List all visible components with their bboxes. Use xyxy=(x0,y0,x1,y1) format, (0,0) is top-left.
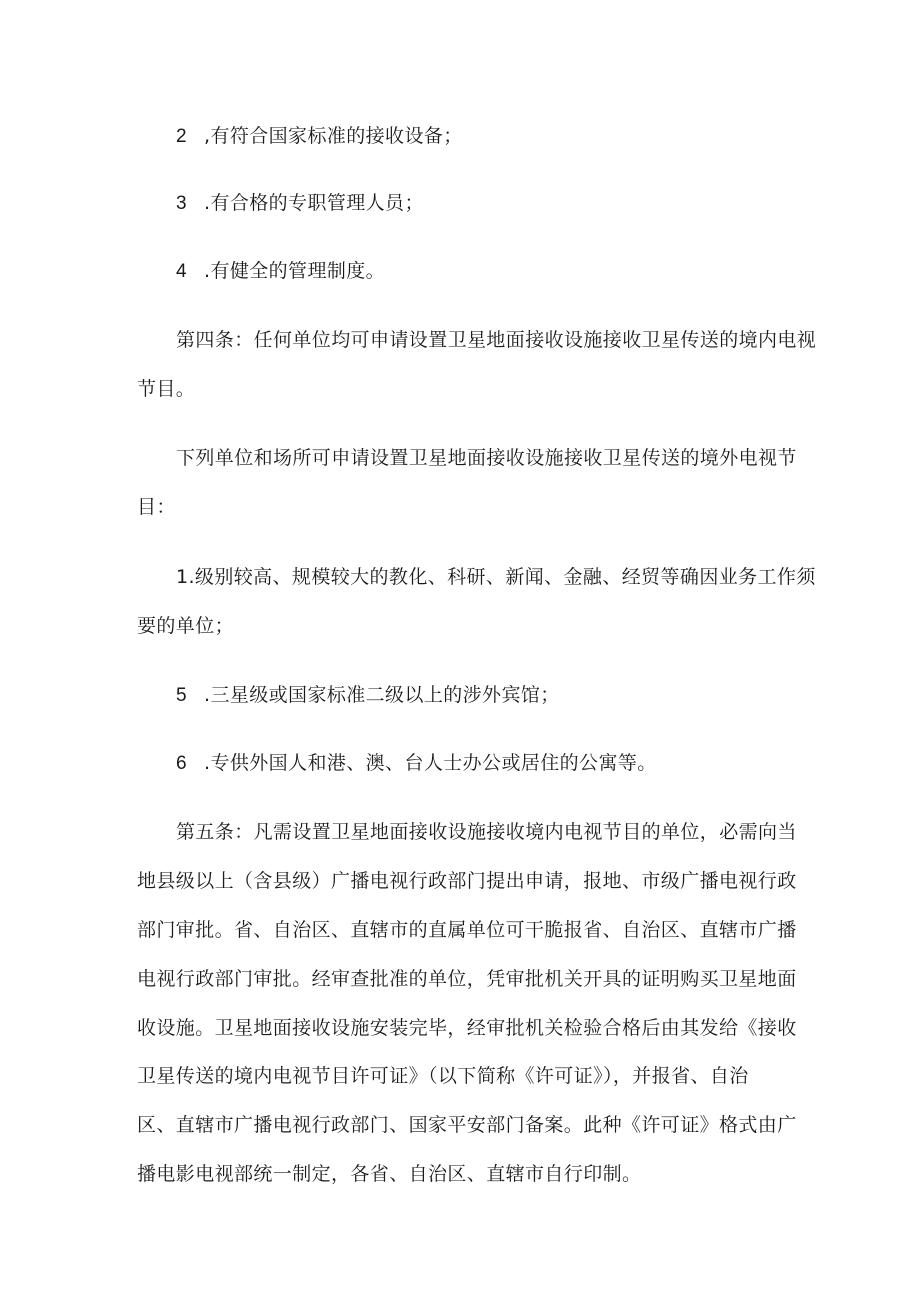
item-1-line-2: 要的单位； xyxy=(137,615,235,637)
article-5-line: 电视行政部门审批。经审查批准的单位，凭审批机关开具的证明购买卫星地面 xyxy=(137,968,797,990)
item-3 xyxy=(176,191,424,216)
item-text: .有合格的专职管理人员； xyxy=(204,192,424,214)
article-5-line: 收设施。卫星地面接收设施安装完毕，经审批机关检验合格后由其发给《接收 xyxy=(137,1017,797,1039)
article-4-line-1: 第四条：任何单位均可申请设置卫星地面接收设施接收卫星传送的境内电视 xyxy=(176,329,817,351)
article-5-line: 区、直辖市广播电视行政部门、国家平安部门备案。此种《许可证》格式由广 xyxy=(137,1114,797,1136)
item-text: ,有符合国家标准的接收设备； xyxy=(204,125,463,147)
article-4-line-2: 节目。 xyxy=(137,378,196,400)
foreign-para-line-2: 目： xyxy=(137,496,176,518)
article-5-line: 播电影电视部统一制定，各省、自治区、直辖市自行印制。 xyxy=(137,1163,642,1185)
foreign-para-line-1: 下列单位和场所可申请设置卫星地面接收设施接收卫星传送的境外电视节 xyxy=(176,447,797,469)
item-1-line-1: 1.级别较高、规模较大的教化、科研、新闻、金融、经贸等确因业务工作须 xyxy=(176,566,816,588)
item-number: 4 xyxy=(176,261,187,282)
item-4 xyxy=(176,259,385,284)
article-5-line: 地县级以上（含县级）广播电视行政部门提出申请，报地、市级广播电视行政 xyxy=(137,870,797,892)
item-text: .三星级或国家标准二级以上的涉外宾馆； xyxy=(204,684,560,706)
item-6 xyxy=(176,751,657,776)
item-number: 3 xyxy=(176,193,187,214)
item-number: 5 xyxy=(176,685,187,706)
item-number: 6 xyxy=(176,753,187,774)
item-text: .专供外国人和港、澳、台人士办公或居住的公寓等。 xyxy=(204,752,657,774)
article-5-line: 部门审批。省、自治区、直辖市的直属单位可干脆报省、自治区、直辖市广播 xyxy=(137,919,797,941)
article-5-line: 卫星传送的境内电视节目许可证》（以下简称《许可证》），并报省、自治 xyxy=(137,1065,749,1087)
item-5 xyxy=(176,683,560,708)
article-5-line: 第五条：凡需设置卫星地面接收设施接收境内电视节目的单位，必需向当 xyxy=(176,821,797,843)
item-text: .有健全的管理制度。 xyxy=(204,260,386,282)
item-number: 2 xyxy=(176,126,187,147)
item-2 xyxy=(176,124,463,149)
